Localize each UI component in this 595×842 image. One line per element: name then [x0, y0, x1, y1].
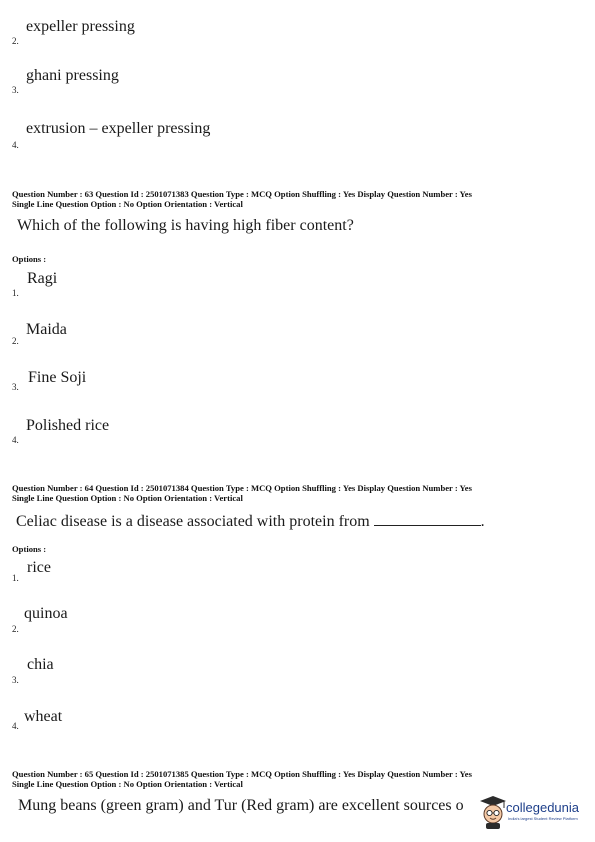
q64-options-label: Options : [12, 544, 47, 554]
q63-option-4-text: Polished rice [26, 417, 110, 434]
q64-option-4-number: 4. [12, 721, 19, 731]
q64-question-text: Celiac disease is a disease associated with protein from [16, 513, 370, 530]
prev-option-2-text: expeller pressing [26, 18, 135, 35]
prev-option-4-number: 4. [12, 140, 19, 150]
q64-option-4-text: wheat [24, 708, 63, 725]
graduate-mascot-icon [478, 794, 508, 830]
q63-option-2-text: Maida [26, 321, 67, 338]
q64-question-end: . [480, 513, 485, 530]
q64-option-1-text: rice [27, 559, 51, 576]
q65-meta-line-1: Question Number : 65 Question Id : 2501071385 Question Type : MCQ Option Shuffling : Yes Display Question Number : Yes [12, 769, 472, 779]
prev-option-3-number: 3. [12, 85, 19, 95]
q63-option-1-number: 1. [12, 288, 19, 298]
prev-option-3-text: ghani pressing [26, 67, 119, 84]
q64-meta-line-2: Single Line Question Option : No Option Orientation : Vertical [12, 493, 243, 503]
q63-options-label: Options : [12, 254, 47, 264]
q63-option-3-text: Fine Soji [28, 369, 87, 386]
q63-question-text: Which of the following is having high fiber content? [17, 217, 354, 234]
brand-name: collegedunia [506, 800, 580, 815]
prev-option-4-text: extrusion – expeller pressing [26, 120, 211, 137]
q63-option-1-text: Ragi [27, 270, 58, 287]
q63-option-3-number: 3. [12, 382, 19, 392]
q63-meta-line-2: Single Line Question Option : No Option Orientation : Vertical [12, 199, 243, 209]
q65-meta-line-2: Single Line Question Option : No Option Orientation : Vertical [12, 779, 243, 789]
q65-question-text: Mung beans (green gram) and Tur (Red gram) are excellent sources o [18, 797, 464, 814]
q64-option-1-number: 1. [12, 573, 19, 583]
collegedunia-watermark [478, 794, 590, 832]
q64-meta-line-1: Question Number : 64 Question Id : 2501071384 Question Type : MCQ Option Shuffling : Yes Display Question Number : Yes [12, 483, 472, 493]
q64-option-2-number: 2. [12, 624, 19, 634]
q63-meta-line-1: Question Number : 63 Question Id : 2501071383 Question Type : MCQ Option Shuffling : Yes Display Question Number : Yes [12, 189, 472, 199]
brand-tagline: India's largest Student Review Platform [508, 816, 578, 821]
q63-option-4-number: 4. [12, 435, 19, 445]
q63-option-2-number: 2. [12, 336, 19, 346]
prev-option-2-number: 2. [12, 36, 19, 46]
q64-option-2-text: quinoa [24, 605, 68, 622]
q64-option-3-number: 3. [12, 675, 19, 685]
q64-option-3-text: chia [27, 656, 54, 673]
q64-answer-blank [374, 511, 481, 526]
q64-question [16, 511, 485, 531]
